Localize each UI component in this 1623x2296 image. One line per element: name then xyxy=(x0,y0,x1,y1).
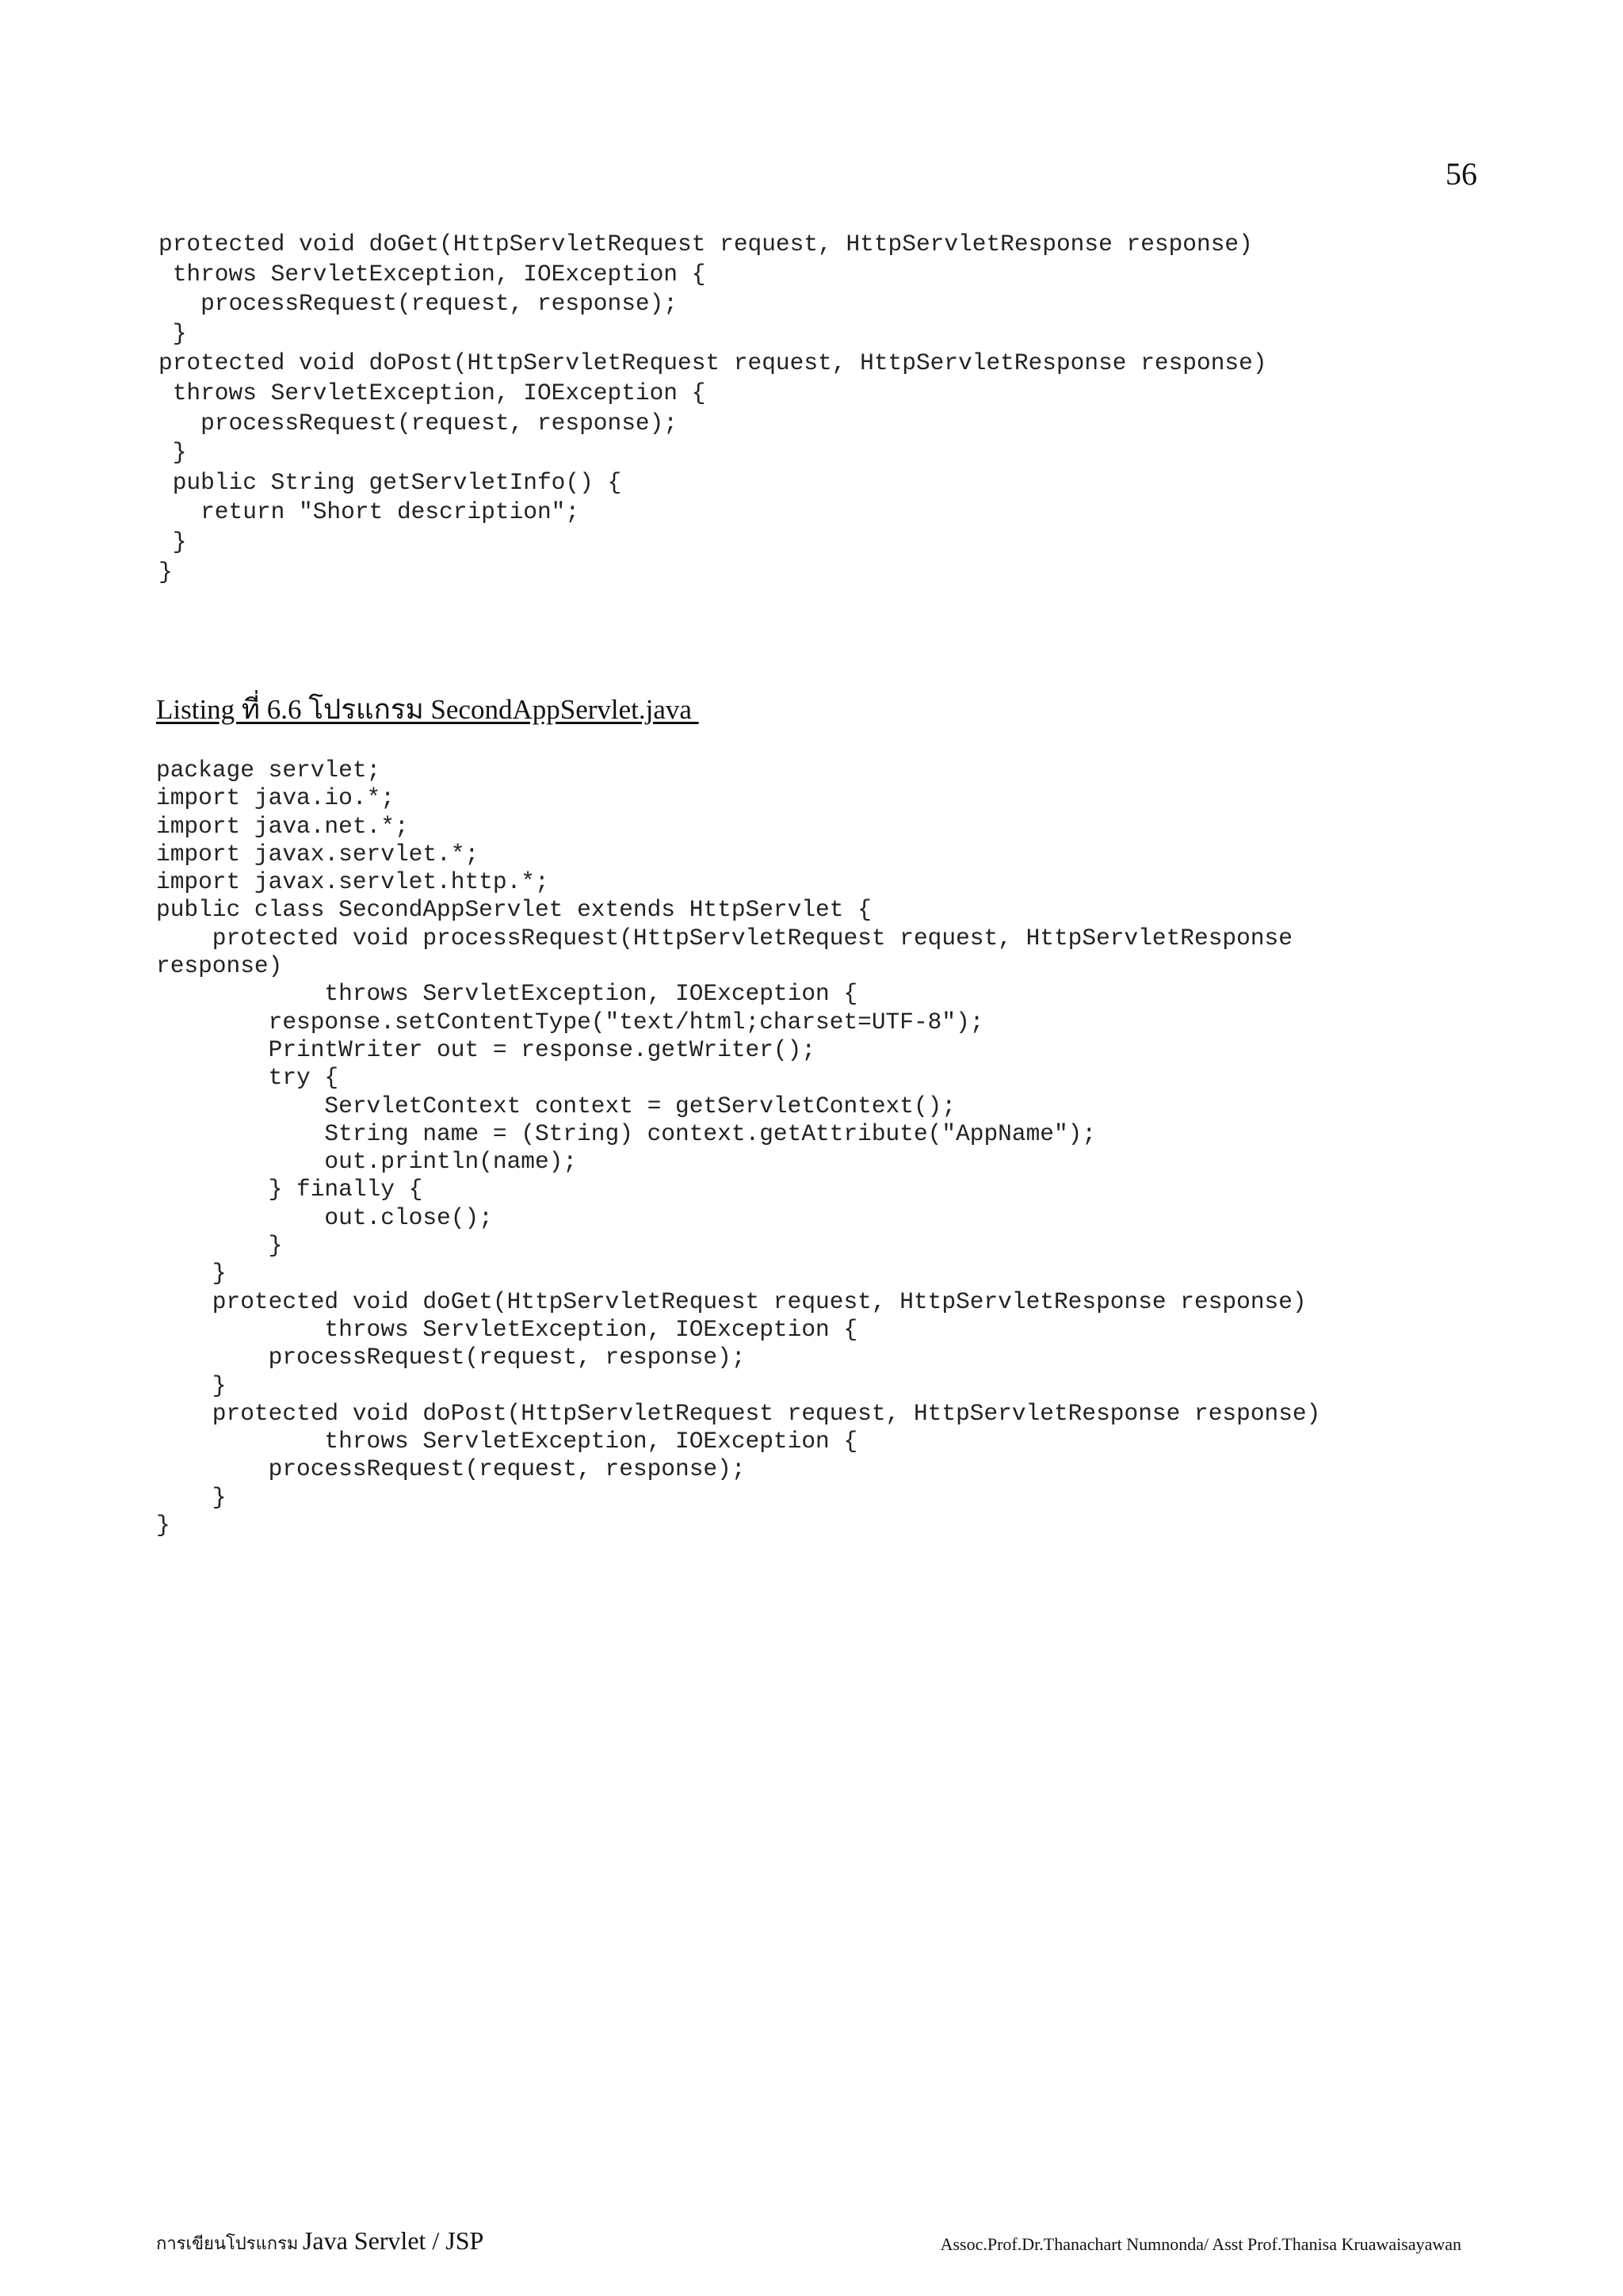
code-line: throws ServletException, IOException { xyxy=(156,1428,858,1455)
code-line: protected void doGet(HttpServletRequest request, HttpServletResponse response) xyxy=(156,1287,1307,1315)
code-line: import java.io.*; xyxy=(156,784,395,812)
code-line: processRequest(request, response); xyxy=(158,290,678,318)
code-line: return "Short description"; xyxy=(158,498,580,526)
code-line: import javax.servlet.*; xyxy=(156,840,479,868)
code-line: processRequest(request, response); xyxy=(156,1455,746,1483)
code-block-continuation xyxy=(158,230,1267,587)
code-line: } xyxy=(156,1232,283,1260)
code-line: } xyxy=(158,558,173,585)
code-line: out.close(); xyxy=(156,1203,493,1231)
code-line: processRequest(request, response); xyxy=(158,409,678,437)
code-line: protected void doPost(HttpServletRequest request, HttpServletResponse response) xyxy=(156,1399,1321,1427)
code-line: PrintWriter out = response.getWriter(); xyxy=(156,1035,816,1063)
footer-book-title xyxy=(156,2226,483,2257)
code-line: protected void doGet(HttpServletRequest request, HttpServletResponse response) xyxy=(158,231,1253,257)
code-line: } xyxy=(158,439,187,467)
code-line: package servlet; xyxy=(156,757,381,784)
footer-authors: Assoc.Prof.Dr.Thanachart Numnonda/ Asst Prof.Thanisa Kruawaisayawan xyxy=(940,2234,1461,2254)
code-line: out.println(name); xyxy=(156,1148,578,1176)
code-line: throws ServletException, IOException { xyxy=(158,260,706,288)
page-number: 56 xyxy=(1445,156,1477,192)
code-line: } xyxy=(158,319,187,347)
code-line: ServletContext context = getServletContext(); xyxy=(156,1092,957,1119)
code-line: } xyxy=(156,1260,227,1287)
code-line: response.setContentType("text/html;charset=UTF-8"); xyxy=(156,1008,984,1035)
code-line: public String getServletInfo() { xyxy=(158,468,622,496)
code-line: protected void doPost(HttpServletRequest request, HttpServletResponse response) xyxy=(158,349,1267,377)
code-line: throws ServletException, IOException { xyxy=(158,379,706,406)
code-line: response) xyxy=(156,952,283,980)
code-line: import java.net.*; xyxy=(156,812,409,840)
code-line: protected void processRequest(HttpServletRequest request, HttpServletResponse xyxy=(156,924,1293,952)
code-line: import javax.servlet.http.*; xyxy=(156,868,549,896)
code-line: throws ServletException, IOException { xyxy=(156,1315,858,1343)
code-line: } xyxy=(158,528,187,555)
code-block-listing xyxy=(156,757,1320,1539)
code-line: } xyxy=(156,1512,170,1539)
code-line: processRequest(request, response); xyxy=(156,1344,746,1371)
code-line: String name = (String) context.getAttribute("AppName"); xyxy=(156,1119,1097,1147)
code-line: try { xyxy=(156,1064,339,1092)
listing-caption: Listing ที่ 6.6 โปรแกรม SecondAppServlet.java xyxy=(156,694,699,725)
code-line: } xyxy=(156,1483,227,1511)
footer-book-title-thai: การเขียนโปรแกรม xyxy=(156,2233,303,2253)
code-line: public class SecondAppServlet extends HttpServlet { xyxy=(156,896,872,924)
code-line: } finally { xyxy=(156,1176,423,1203)
footer-book-title-latin: Java Servlet / JSP xyxy=(302,2226,484,2255)
code-line: } xyxy=(156,1371,227,1399)
code-line: throws ServletException, IOException { xyxy=(156,980,858,1008)
